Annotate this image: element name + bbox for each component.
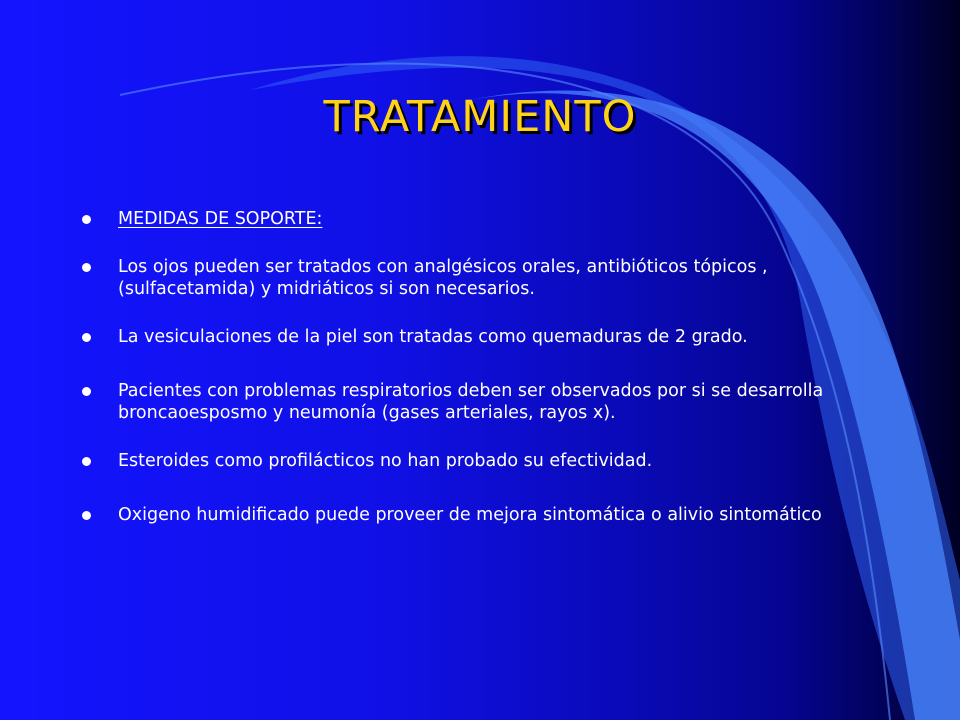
bullet-item <box>82 256 882 300</box>
bullet-icon <box>82 387 91 396</box>
bullet-text: Pacientes con problemas respiratorios deben ser observados por si se desarrolla broncaoesposmo y neumonía (gases arteriales, rayos x). <box>118 381 824 423</box>
bullet-item <box>82 450 882 472</box>
bullet-icon <box>82 215 91 224</box>
bullet-text: Esteroides como profilácticos no han probado su efectividad. <box>118 451 653 471</box>
bullet-item <box>82 208 882 230</box>
bullet-item <box>82 504 882 526</box>
bullet-text: Los ojos pueden ser tratados con analgésicos orales, antibióticos tópicos , (sulfacetamida) y midriáticos si son necesarios. <box>118 257 768 299</box>
bullet-icon <box>82 263 91 272</box>
bullet-icon <box>82 457 91 466</box>
bullet-item <box>82 380 882 424</box>
bullet-heading: MEDIDAS DE SOPORTE: <box>118 209 323 229</box>
bullet-list <box>82 208 882 526</box>
bullet-text: La vesiculaciones de la piel son tratadas como quemaduras de 2 grado. <box>118 327 748 347</box>
slide-title: TRATAMIENTO <box>323 92 637 142</box>
bullet-icon <box>82 333 91 342</box>
bullet-text: Oxigeno humidificado puede proveer de mejora sintomática o alivio sintomático <box>118 505 822 525</box>
bullet-icon <box>82 511 91 520</box>
bullet-item <box>82 326 882 348</box>
